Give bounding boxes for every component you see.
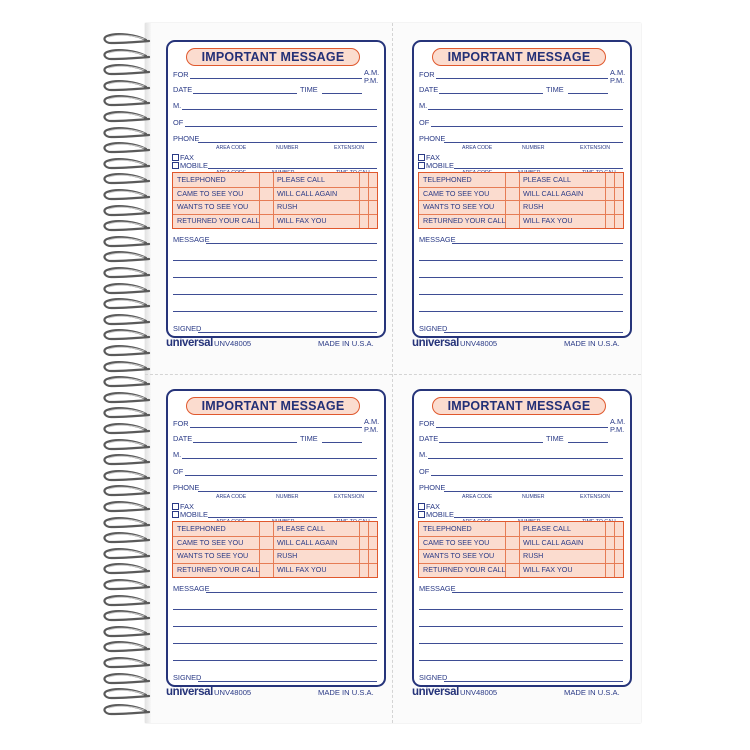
am-label: A.M. — [610, 68, 626, 77]
of-line[interactable] — [431, 126, 623, 127]
spiral-coil — [103, 158, 151, 170]
area-code-caption: AREA CODE — [216, 145, 247, 151]
message-form — [166, 40, 388, 368]
time-line[interactable] — [322, 442, 362, 443]
spiral-coil — [103, 610, 151, 622]
mobile-checkbox[interactable] — [418, 511, 425, 518]
phone-line[interactable] — [444, 142, 623, 143]
pm-label: P.M. — [364, 425, 379, 434]
checklist-divider — [614, 522, 615, 577]
message-line[interactable] — [173, 609, 377, 610]
spiral-coil — [103, 267, 151, 279]
checklist-divider — [614, 173, 615, 228]
please-call-option[interactable]: PLEASE CALL — [277, 175, 325, 184]
brand-logo: universal — [412, 337, 459, 349]
checklist-divider — [273, 522, 274, 577]
spiral-coil — [103, 345, 151, 357]
will-fax-you-option[interactable]: WILL FAX YOU — [523, 565, 573, 575]
please-call-option[interactable]: PLEASE CALL — [523, 524, 571, 533]
extension-caption: EXTENSION — [334, 494, 364, 500]
fax-mobile-line[interactable] — [208, 517, 377, 518]
mobile-checkbox[interactable] — [172, 511, 179, 518]
wants-to-see-you-option[interactable]: WANTS TO SEE YOU — [423, 202, 495, 212]
time-label: TIME — [546, 85, 564, 94]
checklist-divider — [519, 522, 520, 577]
rush-option[interactable]: RUSH — [523, 202, 544, 212]
message-line[interactable] — [419, 643, 623, 644]
of-label: OF — [419, 467, 430, 476]
time-label: TIME — [300, 434, 318, 443]
returned-your-call-option[interactable]: RETURNED YOUR CALL — [423, 216, 506, 226]
m-line[interactable] — [428, 458, 623, 459]
message-line[interactable] — [173, 260, 377, 261]
message-line[interactable] — [206, 592, 377, 593]
will-fax-you-option[interactable]: WILL FAX YOU — [277, 565, 327, 575]
pm-label: P.M. — [610, 425, 625, 434]
date-line[interactable] — [439, 93, 543, 94]
spiral-coil — [103, 220, 151, 232]
message-line[interactable] — [173, 277, 377, 278]
message-line[interactable] — [419, 609, 623, 610]
area-code-caption: AREA CODE — [462, 494, 493, 500]
spiral-coil — [103, 251, 151, 263]
phone-label: PHONE — [173, 483, 200, 492]
phone-label: PHONE — [173, 134, 200, 143]
wants-to-see-you-option[interactable]: WANTS TO SEE YOU — [177, 202, 249, 212]
status-checklist — [418, 172, 624, 229]
spiral-coil — [103, 236, 151, 248]
signed-line[interactable] — [444, 332, 623, 333]
m-line[interactable] — [428, 109, 623, 110]
vertical-perforation — [392, 23, 393, 723]
for-label: FOR — [419, 70, 435, 79]
spiral-coil — [103, 329, 151, 341]
of-line[interactable] — [431, 475, 623, 476]
spiral-coil — [103, 407, 151, 419]
message-line[interactable] — [173, 643, 377, 644]
checklist-divider — [605, 173, 606, 228]
wants-to-see-you-option[interactable]: WANTS TO SEE YOU — [177, 551, 249, 561]
of-label: OF — [419, 118, 430, 127]
mobile-label: MOBILE — [426, 161, 454, 170]
will-call-again-option[interactable]: WILL CALL AGAIN — [523, 537, 584, 547]
message-line[interactable] — [452, 243, 623, 244]
sku-text: UNV48005 — [460, 688, 498, 697]
made-in-text: MADE IN U.S.A. — [564, 339, 620, 348]
date-label: DATE — [419, 434, 439, 443]
form-frame — [412, 389, 632, 687]
mobile-option[interactable] — [172, 161, 208, 170]
fax-label: FAX — [426, 502, 440, 511]
message-form — [412, 389, 634, 717]
phone-label: PHONE — [419, 134, 446, 143]
will-fax-you-option[interactable]: WILL FAX YOU — [523, 216, 573, 226]
fax-mobile-line[interactable] — [208, 168, 377, 169]
spiral-coil — [103, 595, 151, 607]
spiral-coil — [103, 142, 151, 154]
spiral-coil — [103, 189, 151, 201]
will-call-again-option[interactable]: WILL CALL AGAIN — [523, 188, 584, 198]
m-label: M. — [419, 101, 428, 110]
returned-your-call-option[interactable]: RETURNED YOUR CALL — [177, 565, 260, 575]
date-line[interactable] — [439, 442, 543, 443]
sku-text: UNV48005 — [460, 339, 498, 348]
made-in-text: MADE IN U.S.A. — [564, 688, 620, 697]
spiral-coil — [103, 657, 151, 669]
spiral-coil — [103, 95, 151, 107]
spiral-coil — [103, 563, 151, 575]
mobile-label: MOBILE — [426, 510, 454, 519]
extension-caption: EXTENSION — [334, 145, 364, 151]
fax-label: FAX — [180, 502, 194, 511]
spiral-coil — [103, 704, 151, 716]
mobile-checkbox[interactable] — [172, 162, 179, 169]
fax-label: FAX — [426, 153, 440, 162]
am-label: A.M. — [364, 417, 380, 426]
checklist-divider — [359, 522, 360, 577]
telephoned-option[interactable]: TELEPHONED — [423, 524, 472, 533]
signed-label: SIGNED — [419, 673, 448, 682]
mobile-option[interactable] — [418, 510, 454, 519]
area-code-caption: AREA CODE — [462, 145, 493, 151]
mobile-option[interactable] — [172, 510, 208, 519]
phone-line[interactable] — [198, 491, 377, 492]
date-label: DATE — [173, 85, 193, 94]
message-line[interactable] — [419, 626, 623, 627]
spiral-coil — [103, 673, 151, 685]
horizontal-perforation — [145, 374, 641, 375]
phone-line[interactable] — [444, 491, 623, 492]
of-label: OF — [173, 467, 184, 476]
am-label: A.M. — [610, 417, 626, 426]
came-to-see-you-option[interactable]: CAME TO SEE YOU — [177, 537, 244, 547]
date-label: DATE — [173, 434, 193, 443]
for-label: FOR — [173, 70, 189, 79]
spiral-coil — [103, 314, 151, 326]
signed-line[interactable] — [198, 681, 377, 682]
form-frame — [166, 389, 386, 687]
form-title: IMPORTANT MESSAGE — [186, 48, 360, 66]
spiral-coil — [103, 485, 151, 497]
message-label: MESSAGE — [173, 235, 210, 244]
please-call-option[interactable]: PLEASE CALL — [523, 175, 571, 184]
m-label: M. — [173, 101, 182, 110]
m-line[interactable] — [182, 458, 377, 459]
will-call-again-option[interactable]: WILL CALL AGAIN — [277, 537, 338, 547]
wants-to-see-you-option[interactable]: WANTS TO SEE YOU — [423, 551, 495, 561]
spiral-coil — [103, 641, 151, 653]
checklist-divider — [368, 173, 369, 228]
fax-checkbox[interactable] — [418, 503, 425, 510]
signed-label: SIGNED — [419, 324, 448, 333]
message-line[interactable] — [419, 294, 623, 295]
fax-checkbox[interactable] — [172, 503, 179, 510]
checklist-divider — [519, 173, 520, 228]
for-line[interactable] — [190, 78, 362, 79]
checklist-divider — [605, 522, 606, 577]
telephoned-option[interactable]: TELEPHONED — [423, 175, 472, 184]
for-line[interactable] — [436, 427, 608, 428]
spiral-coil — [103, 49, 151, 61]
signed-line[interactable] — [444, 681, 623, 682]
please-call-option[interactable]: PLEASE CALL — [277, 524, 325, 533]
fax-mobile-line[interactable] — [454, 517, 623, 518]
of-line[interactable] — [185, 475, 377, 476]
phone-line[interactable] — [198, 142, 377, 143]
checklist-divider — [273, 173, 274, 228]
date-line[interactable] — [193, 93, 297, 94]
message-line[interactable] — [452, 592, 623, 593]
number-caption: NUMBER — [522, 494, 545, 500]
status-checklist — [172, 172, 378, 229]
message-line[interactable] — [419, 660, 623, 661]
time-label: TIME — [546, 434, 564, 443]
spiral-coil — [103, 454, 151, 466]
message-line[interactable] — [419, 311, 623, 312]
mobile-label: MOBILE — [180, 161, 208, 170]
fax-label: FAX — [180, 153, 194, 162]
checklist-divider — [359, 173, 360, 228]
made-in-text: MADE IN U.S.A. — [318, 688, 374, 697]
of-line[interactable] — [185, 126, 377, 127]
spiral-coil — [103, 548, 151, 560]
spiral-coil — [103, 501, 151, 513]
message-line[interactable] — [173, 311, 377, 312]
spiral-coil — [103, 361, 151, 373]
form-title: IMPORTANT MESSAGE — [432, 48, 606, 66]
message-line[interactable] — [173, 626, 377, 627]
for-line[interactable] — [190, 427, 362, 428]
brand-logo: universal — [166, 337, 213, 349]
spiral-coil — [103, 532, 151, 544]
date-label: DATE — [419, 85, 439, 94]
message-form — [166, 389, 388, 717]
spiral-coil — [103, 111, 151, 123]
number-caption: NUMBER — [522, 145, 545, 151]
spiral-coil — [103, 439, 151, 451]
fax-mobile-line[interactable] — [454, 168, 623, 169]
form-title: IMPORTANT MESSAGE — [432, 397, 606, 415]
came-to-see-you-option[interactable]: CAME TO SEE YOU — [423, 188, 490, 198]
mobile-label: MOBILE — [180, 510, 208, 519]
spiral-coil — [103, 298, 151, 310]
number-caption: NUMBER — [276, 494, 299, 500]
fax-checkbox[interactable] — [172, 154, 179, 161]
message-label: MESSAGE — [173, 584, 210, 593]
telephoned-option[interactable]: TELEPHONED — [177, 524, 226, 533]
checklist-divider — [368, 522, 369, 577]
message-line[interactable] — [419, 260, 623, 261]
m-label: M. — [173, 450, 182, 459]
m-label: M. — [419, 450, 428, 459]
pm-label: P.M. — [364, 76, 379, 85]
spiral-coil — [103, 392, 151, 404]
spiral-coil — [103, 80, 151, 92]
spiral-coil — [103, 688, 151, 700]
extension-caption: EXTENSION — [580, 494, 610, 500]
returned-your-call-option[interactable]: RETURNED YOUR CALL — [423, 565, 506, 575]
signed-label: SIGNED — [173, 324, 202, 333]
message-line[interactable] — [419, 277, 623, 278]
form-frame — [412, 40, 632, 338]
sku-text: UNV48005 — [214, 688, 252, 697]
form-title: IMPORTANT MESSAGE — [186, 397, 360, 415]
phone-label: PHONE — [419, 483, 446, 492]
brand-logo: universal — [166, 686, 213, 698]
message-line[interactable] — [173, 660, 377, 661]
time-line[interactable] — [568, 442, 608, 443]
spiral-coil — [103, 64, 151, 76]
telephoned-option[interactable]: TELEPHONED — [177, 175, 226, 184]
message-form — [412, 40, 634, 368]
came-to-see-you-option[interactable]: CAME TO SEE YOU — [177, 188, 244, 198]
message-line[interactable] — [173, 294, 377, 295]
for-label: FOR — [419, 419, 435, 428]
spiral-coil — [103, 423, 151, 435]
mobile-option[interactable] — [418, 161, 454, 170]
spiral-coil — [103, 626, 151, 638]
status-checklist — [418, 521, 624, 578]
spiral-coil — [103, 205, 151, 217]
spiral-coil — [103, 127, 151, 139]
rush-option[interactable]: RUSH — [523, 551, 544, 561]
spiral-coil — [103, 283, 151, 295]
returned-your-call-option[interactable]: RETURNED YOUR CALL — [177, 216, 260, 226]
time-line[interactable] — [568, 93, 608, 94]
sku-text: UNV48005 — [214, 339, 252, 348]
for-line[interactable] — [436, 78, 608, 79]
message-line[interactable] — [206, 243, 377, 244]
of-label: OF — [173, 118, 184, 127]
spiral-coil — [103, 33, 151, 45]
m-line[interactable] — [182, 109, 377, 110]
spiral-coil — [103, 376, 151, 388]
status-checklist — [172, 521, 378, 578]
spiral-coil — [103, 470, 151, 482]
date-line[interactable] — [193, 442, 297, 443]
message-label: MESSAGE — [419, 235, 456, 244]
message-label: MESSAGE — [419, 584, 456, 593]
mobile-checkbox[interactable] — [418, 162, 425, 169]
rush-option[interactable]: RUSH — [277, 551, 298, 561]
made-in-text: MADE IN U.S.A. — [318, 339, 374, 348]
fax-checkbox[interactable] — [418, 154, 425, 161]
time-line[interactable] — [322, 93, 362, 94]
for-label: FOR — [173, 419, 189, 428]
extension-caption: EXTENSION — [580, 145, 610, 151]
brand-logo: universal — [412, 686, 459, 698]
area-code-caption: AREA CODE — [216, 494, 247, 500]
message-book-page — [145, 23, 641, 723]
spiral-coil — [103, 173, 151, 185]
pm-label: P.M. — [610, 76, 625, 85]
spiral-coil — [103, 579, 151, 591]
signed-label: SIGNED — [173, 673, 202, 682]
signed-line[interactable] — [198, 332, 377, 333]
came-to-see-you-option[interactable]: CAME TO SEE YOU — [423, 537, 490, 547]
time-label: TIME — [300, 85, 318, 94]
will-fax-you-option[interactable]: WILL FAX YOU — [277, 216, 327, 226]
am-label: A.M. — [364, 68, 380, 77]
number-caption: NUMBER — [276, 145, 299, 151]
rush-option[interactable]: RUSH — [277, 202, 298, 212]
spiral-coil — [103, 517, 151, 529]
form-frame — [166, 40, 386, 338]
will-call-again-option[interactable]: WILL CALL AGAIN — [277, 188, 338, 198]
